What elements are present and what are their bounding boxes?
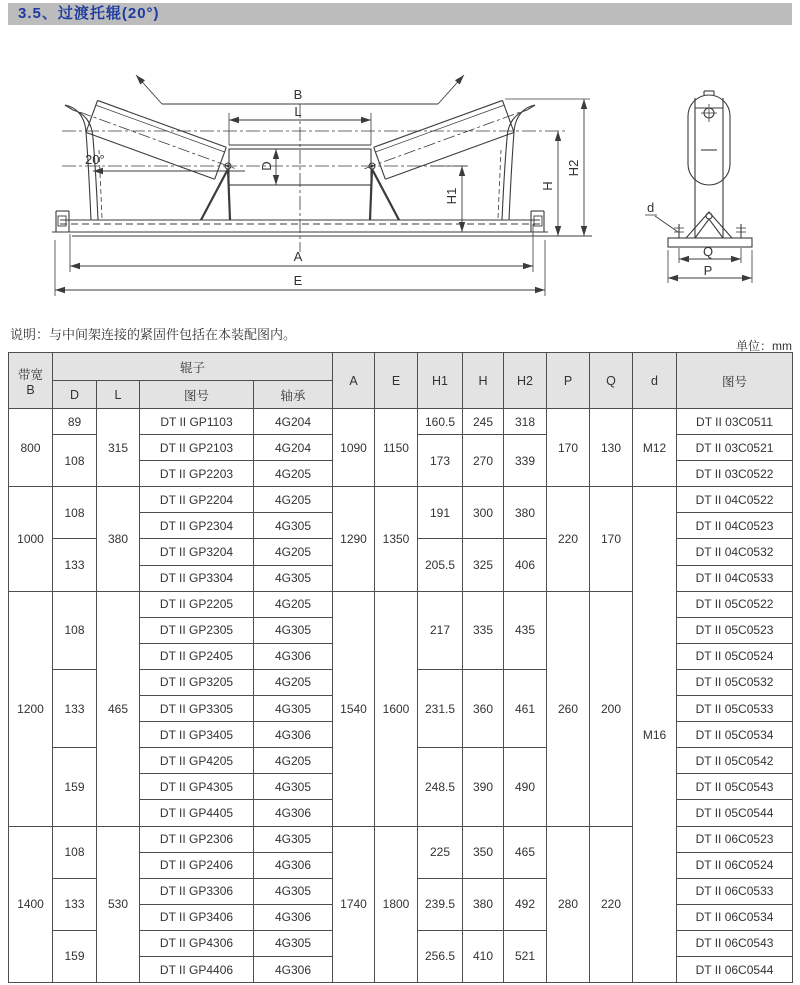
technical-drawing: [0, 30, 800, 322]
cell-b: 1000: [9, 487, 53, 591]
cell-p: 280: [547, 826, 590, 983]
cell-bearing: 4G306: [254, 800, 333, 826]
cell-bearing: 4G305: [254, 930, 333, 956]
cell-h2: 406: [504, 539, 547, 591]
cell-h: 350: [463, 826, 504, 878]
section-title: 3.5、过渡托辊(20°): [8, 3, 792, 25]
unit-label: 单位：mm: [736, 339, 792, 353]
cell-h1: 191: [418, 487, 463, 539]
cell-h1: 225: [418, 826, 463, 878]
col-roller-d: D: [53, 381, 97, 409]
cell-h: 335: [463, 591, 504, 669]
cell-bearing: 4G205: [254, 461, 333, 487]
cell-no: DT II 06C0523: [677, 826, 793, 852]
cell-e: 1600: [375, 591, 418, 826]
cell-e: 1350: [375, 487, 418, 591]
cell-a: 1540: [333, 591, 375, 826]
col-a: A: [333, 353, 375, 409]
cell-no: DT II 06C0524: [677, 852, 793, 878]
cell-bearing: 4G305: [254, 774, 333, 800]
cell-d: 159: [53, 748, 97, 826]
cell-bearing: 4G305: [254, 826, 333, 852]
cell-h1: 205.5: [418, 539, 463, 591]
cell-h2: 435: [504, 591, 547, 669]
cell-d: 108: [53, 487, 97, 539]
cell-bearing: 4G205: [254, 748, 333, 774]
col-p: P: [547, 353, 590, 409]
dim-label-bolt-d: d: [647, 200, 655, 215]
cell-roller-no: DT II GP2204: [140, 487, 254, 513]
cell-l: 380: [97, 487, 140, 591]
dim-label-h: H: [540, 181, 555, 191]
cell-no: DT II 04C0533: [677, 565, 793, 591]
cell-h2: 461: [504, 669, 547, 747]
cell-no: DT II 05C0532: [677, 669, 793, 695]
cell-no: DT II 03C0522: [677, 461, 793, 487]
cell-no: DT II 05C0523: [677, 617, 793, 643]
col-roller-no: 图号: [140, 381, 254, 409]
cell-no: DT II 05C0543: [677, 774, 793, 800]
cell-bolt: M12: [633, 409, 677, 487]
cell-roller-no: DT II GP2405: [140, 643, 254, 669]
cell-roller-no: DT II GP2103: [140, 435, 254, 461]
cell-roller-no: DT II GP3306: [140, 878, 254, 904]
cell-roller-no: DT II GP2406: [140, 852, 254, 878]
col-bandwidth: [9, 353, 53, 409]
cell-q: 170: [590, 487, 633, 591]
cell-roller-no: DT II GP3205: [140, 669, 254, 695]
cell-roller-no: DT II GP3204: [140, 539, 254, 565]
cell-h: 325: [463, 539, 504, 591]
cell-roller-no: DT II GP2203: [140, 461, 254, 487]
cell-h: 360: [463, 669, 504, 747]
col-bolt: d: [633, 353, 677, 409]
cell-d: 133: [53, 878, 97, 930]
cell-h2: 492: [504, 878, 547, 930]
cell-no: DT II 05C0533: [677, 696, 793, 722]
cell-p: 260: [547, 591, 590, 826]
cell-b: 800: [9, 409, 53, 487]
cell-q: 130: [590, 409, 633, 487]
cell-h1: 256.5: [418, 930, 463, 982]
dim-label-l: L: [294, 104, 302, 119]
cell-a: 1090: [333, 409, 375, 487]
dim-label-p: P: [703, 263, 713, 278]
cell-no: DT II 05C0542: [677, 748, 793, 774]
cell-no: DT II 03C0521: [677, 435, 793, 461]
cell-d: 159: [53, 930, 97, 982]
cell-q: 220: [590, 826, 633, 983]
cell-bearing: 4G306: [254, 643, 333, 669]
cell-bearing: 4G205: [254, 539, 333, 565]
cell-h: 270: [463, 435, 504, 487]
cell-bearing: 4G305: [254, 565, 333, 591]
col-h: H: [463, 353, 504, 409]
cell-h2: 465: [504, 826, 547, 878]
cell-no: DT II 05C0522: [677, 591, 793, 617]
cell-h2: 380: [504, 487, 547, 539]
cell-e: 1800: [375, 826, 418, 983]
cell-roller-no: DT II GP3405: [140, 722, 254, 748]
cell-h1: 217: [418, 591, 463, 669]
spec-table: [8, 352, 793, 983]
dim-label-d-diameter: D: [259, 161, 274, 171]
cell-no: DT II 05C0524: [677, 643, 793, 669]
cell-bearing: 4G306: [254, 722, 333, 748]
cell-h1: 160.5: [418, 409, 463, 435]
cell-h: 300: [463, 487, 504, 539]
cell-b: 1200: [9, 591, 53, 826]
cell-h1: 239.5: [418, 878, 463, 930]
cell-roller-no: DT II GP2205: [140, 591, 254, 617]
cell-no: DT II 04C0523: [677, 513, 793, 539]
col-h1: H1: [418, 353, 463, 409]
cell-bearing: 4G306: [254, 904, 333, 930]
dim-label-h1: H1: [444, 187, 459, 205]
cell-no: DT II 06C0543: [677, 930, 793, 956]
cell-roller-no: DT II GP3406: [140, 904, 254, 930]
cell-roller-no: DT II GP3304: [140, 565, 254, 591]
cell-roller-no: DT II GP4406: [140, 956, 254, 982]
dim-label-angle: 20°: [85, 152, 105, 167]
col-bandwidth-line2: B: [26, 382, 35, 397]
table-row: [9, 409, 793, 435]
cell-l: 315: [97, 409, 140, 487]
cell-d: 108: [53, 591, 97, 669]
cell-h: 245: [463, 409, 504, 435]
col-roller-group: 辊子: [53, 353, 333, 381]
cell-no: DT II 03C0511: [677, 409, 793, 435]
note-text: 说明：与中间架连接的紧固件包括在本装配图内。: [10, 327, 297, 342]
col-drawing-no: 图号: [677, 353, 793, 409]
cell-roller-no: DT II GP2305: [140, 617, 254, 643]
cell-roller-no: DT II GP4405: [140, 800, 254, 826]
cell-h: 380: [463, 878, 504, 930]
cell-roller-no: DT II GP1103: [140, 409, 254, 435]
cell-b: 1400: [9, 826, 53, 983]
table-header: [9, 353, 793, 409]
col-bearing: 轴承: [254, 381, 333, 409]
cell-h2: 521: [504, 930, 547, 982]
cell-e: 1150: [375, 409, 418, 487]
cell-h: 390: [463, 748, 504, 826]
cell-a: 1740: [333, 826, 375, 983]
cell-roller-no: DT II GP4306: [140, 930, 254, 956]
cell-h1: 248.5: [418, 748, 463, 826]
cell-roller-no: DT II GP4205: [140, 748, 254, 774]
cell-bearing: 4G204: [254, 435, 333, 461]
cell-l: 530: [97, 826, 140, 983]
cell-roller-no: DT II GP3305: [140, 696, 254, 722]
dim-label-e: E: [293, 273, 303, 288]
cell-q: 200: [590, 591, 633, 826]
cell-roller-no: DT II GP2304: [140, 513, 254, 539]
cell-h2: 318: [504, 409, 547, 435]
cell-h1: 231.5: [418, 669, 463, 747]
col-h2: H2: [504, 353, 547, 409]
dim-label-b: B: [293, 87, 303, 102]
cell-bearing: 4G306: [254, 852, 333, 878]
cell-bearing: 4G205: [254, 591, 333, 617]
cell-bearing: 4G205: [254, 487, 333, 513]
cell-h1: 173: [418, 435, 463, 487]
cell-d: 108: [53, 435, 97, 487]
cell-no: DT II 06C0544: [677, 956, 793, 982]
side-view: [645, 91, 752, 283]
cell-h2: 339: [504, 435, 547, 487]
table-row: [9, 487, 793, 513]
cell-p: 170: [547, 409, 590, 487]
cell-l: 465: [97, 591, 140, 826]
cell-roller-no: DT II GP2306: [140, 826, 254, 852]
cell-no: DT II 05C0544: [677, 800, 793, 826]
cell-bearing: 4G305: [254, 513, 333, 539]
col-q: Q: [590, 353, 633, 409]
cell-no: DT II 04C0522: [677, 487, 793, 513]
dim-label-q: Q: [702, 244, 714, 259]
cell-no: DT II 06C0533: [677, 878, 793, 904]
dim-label-h2: H2: [566, 159, 581, 177]
cell-d: 133: [53, 669, 97, 747]
cell-d: 133: [53, 539, 97, 591]
cell-bearing: 4G204: [254, 409, 333, 435]
cell-d: 108: [53, 826, 97, 878]
cell-bearing: 4G205: [254, 669, 333, 695]
cell-no: DT II 06C0534: [677, 904, 793, 930]
col-bandwidth-line1: 带宽: [17, 367, 43, 382]
col-roller-l: L: [97, 381, 140, 409]
front-view: [52, 75, 592, 296]
cell-no: DT II 05C0534: [677, 722, 793, 748]
cell-d: 89: [53, 409, 97, 435]
cell-bearing: 4G305: [254, 878, 333, 904]
cell-bolt: M16: [633, 487, 677, 983]
cell-bearing: 4G305: [254, 617, 333, 643]
col-e: E: [375, 353, 418, 409]
cell-h: 410: [463, 930, 504, 982]
cell-roller-no: DT II GP4305: [140, 774, 254, 800]
dim-label-a: A: [293, 249, 303, 264]
cell-bearing: 4G305: [254, 696, 333, 722]
cell-bearing: 4G306: [254, 956, 333, 982]
cell-h2: 490: [504, 748, 547, 826]
cell-p: 220: [547, 487, 590, 591]
cell-a: 1290: [333, 487, 375, 591]
cell-no: DT II 04C0532: [677, 539, 793, 565]
